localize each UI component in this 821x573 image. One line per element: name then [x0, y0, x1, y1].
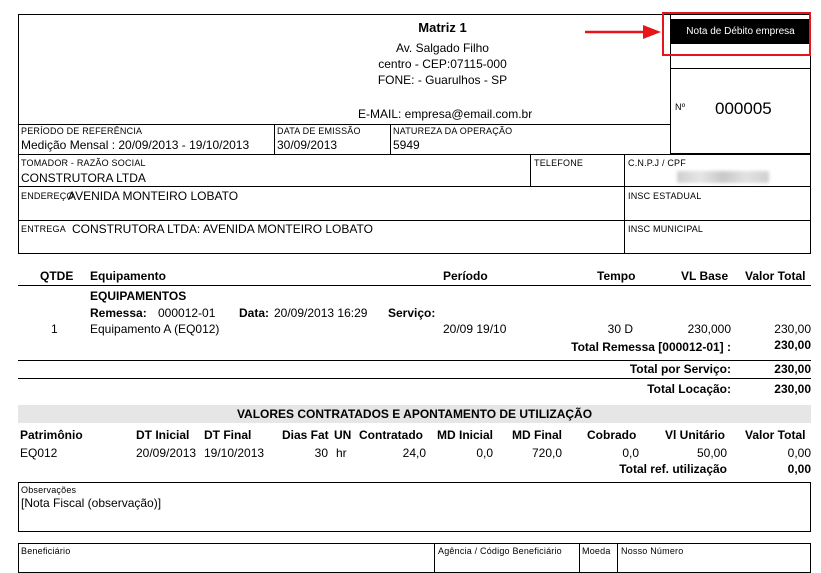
service-total-value: 230,00: [774, 362, 811, 376]
col-total: Valor Total: [745, 269, 806, 283]
shipment-date-value: 20/09/2013 16:29: [274, 306, 368, 320]
shipment-date-label: Data:: [239, 306, 270, 320]
city-reg-label: INSC MUNICIPAL: [628, 224, 704, 234]
c-unit: 50,00: [696, 446, 727, 460]
c-charged: 0,0: [622, 446, 639, 460]
col-total-value: Valor Total: [745, 428, 806, 442]
company-email: E-MAIL: empresa@email.com.br: [358, 107, 533, 121]
c-un: hr: [336, 446, 347, 460]
col-charged: Cobrado: [587, 428, 637, 442]
period-divider: [274, 124, 275, 155]
doc-type-banner: Nota de Débito empresa: [671, 19, 810, 44]
rental-top-line: [18, 378, 811, 379]
c-asset: EQ012: [20, 446, 58, 460]
c-md-start: 0,0: [476, 446, 493, 460]
agency-label: Agência / Código Beneficiário: [438, 546, 562, 556]
service-top-line: [18, 360, 811, 361]
doc-type-highlight: [662, 12, 811, 56]
service-label: Serviço:: [388, 306, 436, 320]
address-value: AVENIDA MONTEIRO LOBATO: [68, 189, 239, 203]
contracted-title: VALORES CONTRATADOS E APONTAMENTO DE UTILIZAÇÃO: [18, 405, 811, 423]
c-contracted: 24,0: [402, 446, 426, 460]
currency-label: Moeda: [582, 546, 611, 556]
col-dt-start: DT Inicial: [136, 428, 190, 442]
utilization-total-label: Total ref. utilização: [619, 462, 727, 476]
shipment-total-value: 230,00: [774, 338, 811, 352]
row-term: 30 D: [607, 322, 633, 336]
col-qty: QTDE: [40, 269, 74, 283]
col-asset: Patrimônio: [20, 428, 83, 442]
items-group: EQUIPAMENTOS: [90, 289, 187, 303]
client-label: TOMADOR - RAZÃO SOCIAL: [21, 158, 146, 168]
col-base: VL Base: [681, 269, 729, 283]
state-reg-label: INSC ESTADUAL: [628, 191, 702, 201]
col-contracted: Contratado: [359, 428, 423, 442]
row-base: 230,000: [687, 322, 731, 336]
doc-number: 000005: [715, 99, 772, 118]
doc-number-label: Nº: [675, 102, 686, 112]
col-dt-end: DT Final: [204, 428, 252, 442]
utilization-total-value: 0,00: [787, 462, 811, 476]
row-total: 230,00: [774, 322, 811, 336]
shipment-total-label: Total Remessa [000012-01] :: [571, 340, 731, 354]
address-divider: [624, 186, 625, 221]
client-divider: [530, 154, 531, 187]
company-phone: FONE: - Guarulhos - SP: [377, 73, 508, 87]
c-days: 30: [314, 446, 328, 460]
doc-box-line: [670, 68, 811, 69]
period-value: Medição Mensal : 20/09/2013 - 19/10/2013: [21, 138, 250, 152]
col-un: UN: [334, 428, 352, 442]
row-period: 20/09 19/10: [443, 322, 507, 336]
c-dt-end: 19/10/2013: [204, 446, 265, 460]
cnpj-label: C.N.P.J / CPF: [628, 158, 686, 168]
address-label: ENDEREÇO: [21, 191, 74, 201]
beneficiary-label: Beneficiário: [21, 546, 71, 556]
issue-date-value: 30/09/2013: [277, 138, 338, 152]
col-md-end: MD Final: [512, 428, 562, 442]
phone-divider: [624, 154, 625, 187]
c-dt-start: 20/09/2013: [136, 446, 197, 460]
row-equipment: Equipamento A (EQ012): [90, 322, 220, 336]
footer-box: [18, 543, 811, 573]
shipment-label: Remessa:: [90, 306, 147, 320]
footer-divider-2: [579, 543, 580, 573]
cnpj-redacted: [677, 171, 769, 183]
delivery-value: CONSTRUTORA LTDA: AVENIDA MONTEIRO LOBATO: [72, 222, 373, 236]
items-header-line: [18, 285, 811, 286]
period-label: PERÍODO DE REFERÊNCIA: [21, 126, 143, 136]
company-name: Matriz 1: [418, 20, 467, 35]
col-md-start: MD Inicial: [437, 428, 494, 442]
delivery-divider: [624, 220, 625, 254]
nature-value: 5949: [393, 138, 420, 152]
delivery-label: ENTREGA: [21, 224, 66, 234]
col-term: Tempo: [597, 269, 636, 283]
footer-divider-1: [434, 543, 435, 573]
row-qty: 1: [51, 322, 58, 336]
issue-date-label: DATA DE EMISSÃO: [277, 126, 361, 136]
col-unit: Vl Unitário: [665, 428, 726, 442]
col-days: Dias Fat: [282, 428, 329, 442]
nature-label: NATUREZA DA OPERAÇÃO: [393, 126, 513, 136]
phone-label: TELEFONE: [534, 158, 584, 168]
client-value: CONSTRUTORA LTDA: [21, 171, 146, 185]
footer-divider-3: [617, 543, 618, 573]
col-equipment: Equipamento: [90, 269, 167, 283]
rental-total-value: 230,00: [774, 382, 811, 396]
shipment-value: 000012-01: [158, 306, 216, 320]
service-total-label: Total por Serviço:: [629, 362, 731, 376]
company-address: Av. Salgado Filho: [396, 41, 489, 55]
rental-total-label: Total Locação:: [647, 382, 731, 396]
c-total: 0,00: [787, 446, 811, 460]
our-number-label: Nosso Número: [621, 546, 684, 556]
c-md-end: 720,0: [531, 446, 562, 460]
observations-label: Observações: [21, 485, 77, 495]
issue-divider: [390, 124, 391, 155]
company-district: centro - CEP:07115-000: [378, 57, 507, 71]
col-period: Período: [443, 269, 488, 283]
observations-value: [Nota Fiscal (observação)]: [21, 496, 162, 510]
